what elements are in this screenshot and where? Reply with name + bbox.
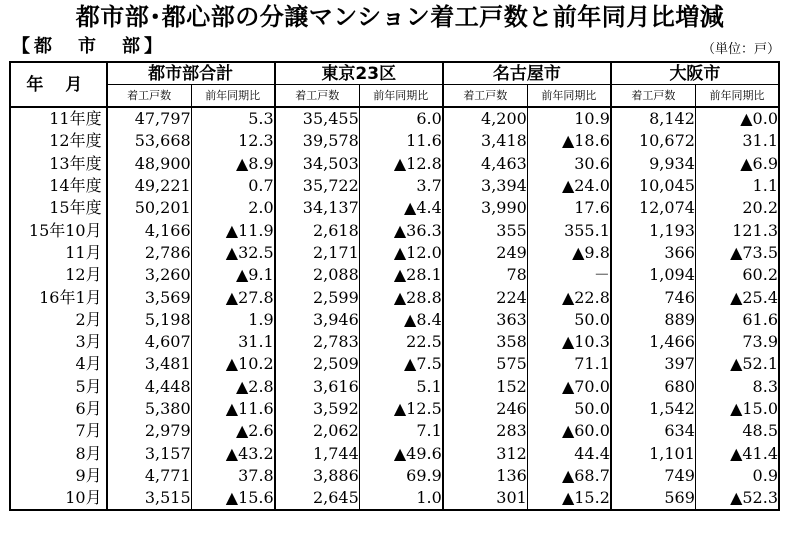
starts-cell: 5,198 (107, 309, 192, 331)
starts-cell: 301 (443, 487, 528, 510)
group-header: 都市部合計 (107, 62, 275, 85)
starts-cell: 363 (443, 309, 528, 331)
yoy-change-cell: 10.9 (527, 107, 611, 130)
year-month-header: 年 月 (10, 62, 107, 107)
starts-cell: 397 (611, 353, 696, 375)
starts-cell: 48,900 (107, 153, 192, 175)
yoy-change-cell: ▲60.0 (527, 420, 611, 442)
starts-cell: 9,934 (611, 153, 696, 175)
sub-header: 着工戸数 (443, 85, 528, 108)
table-row (10, 107, 779, 130)
yoy-change-cell: 60.2 (695, 264, 779, 286)
yoy-change-cell: ▲4.4 (359, 197, 443, 219)
yoy-change-cell: 73.9 (695, 331, 779, 353)
row-label: 9月 (75, 465, 102, 485)
starts-cell: 78 (443, 264, 528, 286)
sub-header: 前年同期比 (359, 85, 443, 108)
group-header: 名古屋市 (443, 62, 611, 85)
starts-cell: 12,074 (611, 197, 696, 219)
starts-cell: 2,783 (275, 331, 360, 353)
yoy-change-cell: 1.1 (695, 175, 779, 197)
table-row (10, 264, 779, 286)
starts-cell: 3,418 (443, 130, 528, 152)
starts-cell: 246 (443, 398, 528, 420)
starts-cell: 634 (611, 420, 696, 442)
starts-cell: 889 (611, 309, 696, 331)
yoy-change-cell: 8.3 (695, 376, 779, 398)
starts-cell: 358 (443, 331, 528, 353)
row-label: 14年度 (49, 176, 102, 196)
unit-label: （単位：戸） (701, 42, 780, 57)
row-label: 15年10月 (28, 220, 102, 240)
row-label: 6月 (75, 399, 102, 418)
starts-cell: 49,221 (107, 175, 192, 197)
starts-cell: 680 (611, 376, 696, 398)
yoy-change-cell: 355.1 (527, 219, 611, 241)
yoy-change-cell: ▲10.2 (191, 353, 275, 375)
yoy-change-cell: ▲41.4 (695, 442, 779, 464)
table-row (10, 309, 779, 331)
yoy-change-cell: 7.1 (359, 420, 443, 442)
starts-cell: 749 (611, 465, 696, 487)
yoy-change-cell: 0.9 (695, 465, 779, 487)
starts-cell: 312 (443, 442, 528, 464)
yoy-change-cell: 37.8 (191, 465, 275, 487)
sub-header: 着工戸数 (107, 85, 192, 108)
yoy-change-cell: 71.1 (527, 353, 611, 375)
starts-cell: 2,979 (107, 420, 192, 442)
group-header: 東京23区 (275, 62, 443, 85)
yoy-change-cell: 6.0 (359, 107, 443, 130)
yoy-change-cell: ▲70.0 (527, 376, 611, 398)
starts-cell: 2,618 (275, 219, 360, 241)
yoy-change-cell: ▲2.8 (191, 376, 275, 398)
starts-cell: 2,171 (275, 242, 360, 264)
yoy-change-cell: ▲10.3 (527, 331, 611, 353)
yoy-change-cell: 44.4 (527, 442, 611, 464)
table-body (10, 107, 779, 510)
table-row (10, 331, 779, 353)
starts-cell: 34,503 (275, 153, 360, 175)
sub-header: 前年同期比 (527, 85, 611, 108)
yoy-change-cell: 69.9 (359, 465, 443, 487)
starts-cell: 249 (443, 242, 528, 264)
starts-cell: 3,886 (275, 465, 360, 487)
yoy-change-cell: 5.1 (359, 376, 443, 398)
yoy-change-cell: 22.5 (359, 331, 443, 353)
yoy-change-cell: ▲49.6 (359, 442, 443, 464)
group-header: 大阪市 (611, 62, 779, 85)
yoy-change-cell: ▲8.4 (359, 309, 443, 331)
yoy-change-cell: 11.6 (359, 130, 443, 152)
starts-cell: 355 (443, 219, 528, 241)
yoy-change-cell: 0.7 (191, 175, 275, 197)
starts-cell: 3,946 (275, 309, 360, 331)
table-row (10, 130, 779, 152)
row-label: 15年度 (49, 198, 102, 218)
starts-cell: 136 (443, 465, 528, 487)
starts-cell: 569 (611, 487, 696, 510)
starts-cell: 2,062 (275, 420, 360, 442)
starts-cell: 3,616 (275, 376, 360, 398)
starts-cell: 224 (443, 286, 528, 308)
starts-cell: 746 (611, 286, 696, 308)
starts-cell: 35,455 (275, 107, 360, 130)
starts-cell: 4,200 (443, 107, 528, 130)
starts-cell: 3,157 (107, 442, 192, 464)
starts-cell: 3,481 (107, 353, 192, 375)
yoy-change-cell: 12.3 (191, 130, 275, 152)
starts-cell: 575 (443, 353, 528, 375)
starts-cell: 3,569 (107, 286, 192, 308)
yoy-change-cell: ▲52.3 (695, 487, 779, 510)
yoy-change-cell: ▲28.1 (359, 264, 443, 286)
starts-cell: 47,797 (107, 107, 192, 130)
yoy-change-cell: ▲43.2 (191, 442, 275, 464)
starts-cell: 1,466 (611, 331, 696, 353)
yoy-change-cell: ▲24.0 (527, 175, 611, 197)
starts-cell: 3,394 (443, 175, 528, 197)
table-row (10, 487, 779, 510)
yoy-change-cell: ▲11.6 (191, 398, 275, 420)
page-title: 都市部･都心部の分譲マンション着工戸数と前年同月比増減 (75, 3, 725, 31)
yoy-change-cell: － (527, 264, 611, 286)
table-row (10, 242, 779, 264)
yoy-change-cell: 1.9 (191, 309, 275, 331)
yoy-change-cell: ▲7.5 (359, 353, 443, 375)
yoy-change-cell: ▲15.2 (527, 487, 611, 510)
yoy-change-cell: ▲68.7 (527, 465, 611, 487)
yoy-change-cell: ▲73.5 (695, 242, 779, 264)
yoy-change-cell: 5.3 (191, 107, 275, 130)
table-row (10, 219, 779, 241)
row-label: 12月 (65, 265, 102, 285)
row-label: 13年度 (49, 153, 102, 173)
table-row (10, 398, 779, 420)
starts-cell: 2,509 (275, 353, 360, 375)
row-label: 11月 (65, 242, 102, 262)
header-row-groups (10, 62, 779, 85)
yoy-change-cell: ▲15.6 (191, 487, 275, 510)
starts-cell: 8,142 (611, 107, 696, 130)
row-label: 16年1月 (39, 287, 102, 307)
yoy-change-cell: ▲52.1 (695, 353, 779, 375)
starts-cell: 366 (611, 242, 696, 264)
starts-cell: 2,645 (275, 487, 360, 510)
yoy-change-cell: 61.6 (695, 309, 779, 331)
starts-cell: 4,463 (443, 153, 528, 175)
starts-cell: 53,668 (107, 130, 192, 152)
table-row (10, 286, 779, 308)
row-label: 2月 (75, 309, 102, 329)
starts-cell: 35,722 (275, 175, 360, 197)
sub-header: 着工戸数 (275, 85, 360, 108)
starts-cell: 1,094 (611, 264, 696, 286)
starts-cell: 152 (443, 376, 528, 398)
starts-cell: 50,201 (107, 197, 192, 219)
header-row-sub (10, 85, 779, 108)
starts-cell: 1,542 (611, 398, 696, 420)
row-label: 7月 (75, 421, 102, 441)
section-label: 【都 市 部】 (12, 36, 166, 57)
starts-cell: 1,744 (275, 442, 360, 464)
starts-cell: 4,448 (107, 376, 192, 398)
yoy-change-cell: ▲8.9 (191, 153, 275, 175)
yoy-change-cell: 17.6 (527, 197, 611, 219)
yoy-change-cell: ▲18.6 (527, 130, 611, 152)
yoy-change-cell: 50.0 (527, 309, 611, 331)
table-row (10, 465, 779, 487)
row-label: 5月 (75, 376, 102, 396)
yoy-change-cell: ▲9.8 (527, 242, 611, 264)
starts-cell: 10,045 (611, 175, 696, 197)
yoy-change-cell: 1.0 (359, 487, 443, 510)
table-row (10, 420, 779, 442)
data-table (9, 61, 780, 511)
starts-cell: 3,592 (275, 398, 360, 420)
yoy-change-cell: ▲12.8 (359, 153, 443, 175)
yoy-change-cell: ▲6.9 (695, 153, 779, 175)
row-label: 10月 (65, 488, 102, 508)
sub-header: 前年同期比 (191, 85, 275, 108)
yoy-change-cell: ▲12.5 (359, 398, 443, 420)
row-label: 3月 (75, 332, 102, 352)
yoy-change-cell: 20.2 (695, 197, 779, 219)
yoy-change-cell: ▲32.5 (191, 242, 275, 264)
starts-cell: 1,193 (611, 219, 696, 241)
starts-cell: 10,672 (611, 130, 696, 152)
starts-cell: 4,771 (107, 465, 192, 487)
yoy-change-cell: ▲36.3 (359, 219, 443, 241)
row-label: 8月 (75, 443, 102, 463)
starts-cell: 5,380 (107, 398, 192, 420)
yoy-change-cell: 3.7 (359, 175, 443, 197)
sub-header: 前年同期比 (695, 85, 779, 108)
table-row (10, 442, 779, 464)
table-row (10, 376, 779, 398)
yoy-change-cell: 50.0 (527, 398, 611, 420)
yoy-change-cell: ▲2.6 (191, 420, 275, 442)
starts-cell: 2,088 (275, 264, 360, 286)
yoy-change-cell: ▲11.9 (191, 219, 275, 241)
yoy-change-cell: ▲15.0 (695, 398, 779, 420)
starts-cell: 4,166 (107, 219, 192, 241)
yoy-change-cell: ▲25.4 (695, 286, 779, 308)
table-row (10, 353, 779, 375)
yoy-change-cell: 31.1 (191, 331, 275, 353)
starts-cell: 1,101 (611, 442, 696, 464)
row-label: 4月 (75, 354, 102, 374)
yoy-change-cell: ▲0.0 (695, 107, 779, 130)
yoy-change-cell: ▲28.8 (359, 286, 443, 308)
table-row (10, 197, 779, 219)
yoy-change-cell: 31.1 (695, 130, 779, 152)
starts-cell: 283 (443, 420, 528, 442)
starts-cell: 3,260 (107, 264, 192, 286)
sub-header: 着工戸数 (611, 85, 696, 108)
yoy-change-cell: ▲9.1 (191, 264, 275, 286)
starts-cell: 2,786 (107, 242, 192, 264)
yoy-change-cell: 121.3 (695, 219, 779, 241)
starts-cell: 34,137 (275, 197, 360, 219)
yoy-change-cell: 2.0 (191, 197, 275, 219)
row-label: 11年度 (49, 109, 102, 129)
starts-cell: 3,990 (443, 197, 528, 219)
table-row (10, 175, 779, 197)
starts-cell: 2,599 (275, 286, 360, 308)
starts-cell: 4,607 (107, 331, 192, 353)
table-row (10, 153, 779, 175)
yoy-change-cell: ▲12.0 (359, 242, 443, 264)
yoy-change-cell: 30.6 (527, 153, 611, 175)
yoy-change-cell: 48.5 (695, 420, 779, 442)
row-label: 12年度 (49, 131, 102, 151)
starts-cell: 39,578 (275, 130, 360, 152)
yoy-change-cell: ▲22.8 (527, 286, 611, 308)
yoy-change-cell: ▲27.8 (191, 286, 275, 308)
starts-cell: 3,515 (107, 487, 192, 510)
